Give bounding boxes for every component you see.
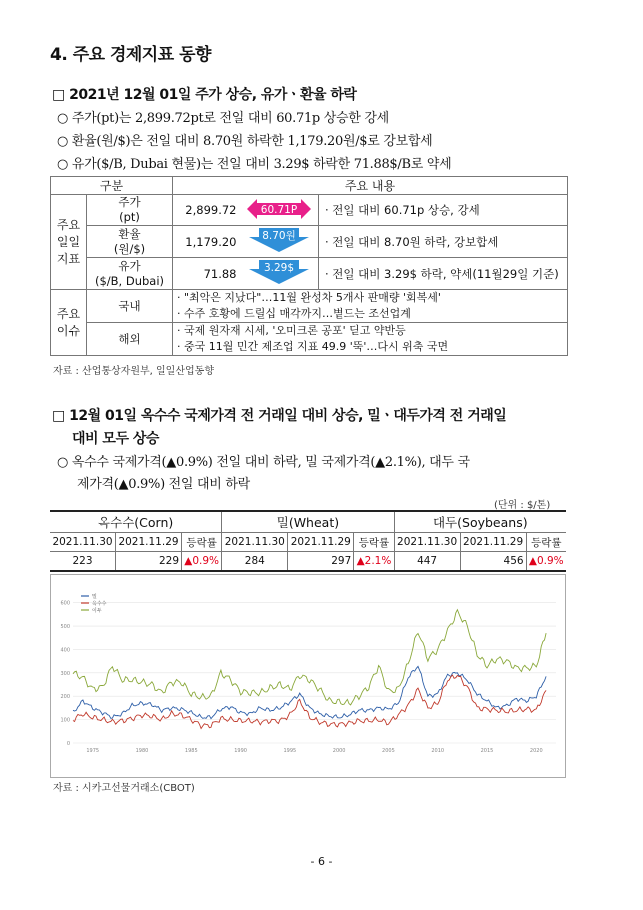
bullet-grain-line2: 제가격(▲0.9%) 전일 대비 하락 bbox=[77, 477, 250, 492]
x-tick-label: 2005 bbox=[382, 748, 395, 754]
value-oil: 71.88 bbox=[173, 258, 241, 290]
up-arrow-icon bbox=[245, 198, 313, 220]
y-tick-label: 400 bbox=[60, 647, 70, 654]
legend-label: 이두 bbox=[92, 608, 102, 614]
block2-heading-line2: 대비 모두 상승 bbox=[72, 431, 159, 447]
y-tick-label: 200 bbox=[60, 694, 70, 701]
row-label-oil: 유가 ($/B, Dubai) bbox=[87, 258, 173, 290]
legend-label: 옥수수 bbox=[92, 601, 107, 607]
group-key-issues: 주요 이슈 bbox=[51, 290, 87, 356]
x-tick-label: 1990 bbox=[234, 748, 247, 754]
wheat-today: 284 bbox=[222, 552, 288, 572]
section-title: 4. 주요 경제지표 동향 bbox=[50, 45, 211, 65]
series-line-3 bbox=[73, 610, 546, 705]
subhead: 2021.11.30 bbox=[50, 533, 116, 552]
group-corn: 옥수수(Corn) bbox=[50, 511, 222, 533]
y-tick-label: 600 bbox=[60, 600, 70, 607]
subhead: 등락률 bbox=[182, 533, 222, 552]
subhead: 2021.11.29 bbox=[460, 533, 526, 552]
arrow-label-oil: 3.29$ bbox=[264, 262, 295, 274]
wheat-prev: 297 bbox=[288, 552, 354, 572]
desc-exchange: · 전일 대비 8.70원 하락, 강보합세 bbox=[319, 226, 568, 258]
subhead: 2021.11.29 bbox=[116, 533, 182, 552]
issue-domestic: · "최악은 지났다"…11월 완성차 5개사 판매량 '회복세' · 수주 호황에 드릴십 매각까지…볕드는 조선업계 bbox=[173, 290, 568, 323]
bullet-stock: ○ 주가(pt)는 2,899.72pt로 전일 대비 60.71p 상승한 강세 bbox=[57, 111, 389, 126]
subhead: 등락률 bbox=[354, 533, 394, 552]
x-tick-label: 2015 bbox=[480, 748, 494, 754]
soy-today: 447 bbox=[394, 552, 460, 572]
grain-price-table bbox=[50, 510, 566, 572]
x-tick-label: 1995 bbox=[283, 748, 297, 754]
legend-label: 밀 bbox=[92, 594, 97, 600]
corn-change: ▲0.9% bbox=[182, 552, 222, 572]
x-tick-label: 1985 bbox=[184, 748, 198, 754]
y-tick-label: 0 bbox=[66, 741, 70, 747]
desc-stock: · 전일 대비 60.71p 상승, 강세 bbox=[319, 195, 568, 226]
arrow-label-stock: 60.71P bbox=[261, 203, 298, 216]
down-arrow-icon bbox=[245, 227, 313, 253]
arrow-down-exchange bbox=[241, 226, 319, 258]
page-number: - 6 - bbox=[310, 855, 333, 868]
block2-heading-line1: □ 12월 01일 옥수수 국제가격 전 거래일 대비 상승, 밀ㆍ대두가격 전 거래일 bbox=[52, 408, 507, 424]
arrow-label-exchange: 8.70원 bbox=[262, 230, 297, 242]
issue-label-overseas: 해외 bbox=[87, 323, 173, 356]
soy-prev: 456 bbox=[460, 552, 526, 572]
group-soybeans: 대두(Soybeans) bbox=[394, 511, 566, 533]
x-tick-label: 1980 bbox=[135, 748, 149, 754]
arrow-up-stock bbox=[241, 195, 319, 226]
subhead: 2021.11.30 bbox=[394, 533, 460, 552]
desc-oil: · 전일 대비 3.29$ 하락, 약세(11월29일 기준) bbox=[319, 258, 568, 290]
source-block1: 자료 : 산업통상자원부, 일일산업동향 bbox=[53, 366, 214, 377]
issue-label-domestic: 국내 bbox=[87, 290, 173, 323]
source-block2: 자료 : 시카고선물거래소(CBOT) bbox=[53, 783, 195, 794]
x-tick-label: 2020 bbox=[529, 748, 543, 754]
x-tick-label: 2010 bbox=[431, 748, 445, 754]
x-tick-label: 1975 bbox=[86, 748, 100, 754]
unit-label: (단위 : $/톤) bbox=[494, 500, 551, 511]
arrow-down-oil bbox=[241, 258, 319, 290]
bullet-oil: ○ 유가($/B, Dubai 현물)는 전일 대비 3.29$ 하락한 71.88$/B로 약세 bbox=[57, 157, 452, 172]
y-tick-label: 300 bbox=[60, 670, 70, 677]
grain-price-chart bbox=[50, 574, 566, 778]
bullet-grain-line1: ○ 옥수수 국제가격(▲0.9%) 전일 대비 하락, 밀 국제가격(▲2.1%), 대두 국 bbox=[57, 455, 470, 470]
y-tick-label: 500 bbox=[60, 624, 70, 631]
chart-svg bbox=[51, 575, 565, 777]
corn-today: 223 bbox=[50, 552, 116, 572]
group-daily-indicators: 주요 일일 지표 bbox=[51, 195, 87, 290]
down-arrow-icon bbox=[245, 259, 313, 285]
block1-heading: □ 2021년 12월 01일 주가 상승, 유가ㆍ환율 하락 bbox=[52, 87, 357, 103]
bullet-exchange: ○ 환율(원/$)은 전일 대비 8.70원 하락한 1,179.20원/$로 강보합세 bbox=[57, 134, 433, 149]
subhead: 2021.11.29 bbox=[288, 533, 354, 552]
corn-prev: 229 bbox=[116, 552, 182, 572]
col-header-category: 구분 bbox=[51, 177, 173, 195]
y-tick-label: 100 bbox=[60, 717, 70, 724]
x-tick-label: 2000 bbox=[332, 748, 346, 754]
wheat-change: ▲2.1% bbox=[354, 552, 394, 572]
series-line-1 bbox=[73, 666, 546, 718]
group-wheat: 밀(Wheat) bbox=[222, 511, 394, 533]
indicator-table bbox=[50, 176, 568, 356]
col-header-content: 주요 내용 bbox=[173, 177, 568, 195]
row-label-stock: 주가 (pt) bbox=[87, 195, 173, 226]
value-exchange: 1,179.20 bbox=[173, 226, 241, 258]
subhead: 등락률 bbox=[526, 533, 566, 552]
subhead: 2021.11.30 bbox=[222, 533, 288, 552]
soy-change: ▲0.9% bbox=[526, 552, 566, 572]
value-stock: 2,899.72 bbox=[173, 195, 241, 226]
row-label-exchange: 환율 (원/$) bbox=[87, 226, 173, 258]
issue-overseas: · 국제 원자재 시세, '오미크론 공포' 딛고 약반등 · 중국 11월 민간 제조업 지표 49.9 '뚝'…다시 위축 국면 bbox=[173, 323, 568, 356]
